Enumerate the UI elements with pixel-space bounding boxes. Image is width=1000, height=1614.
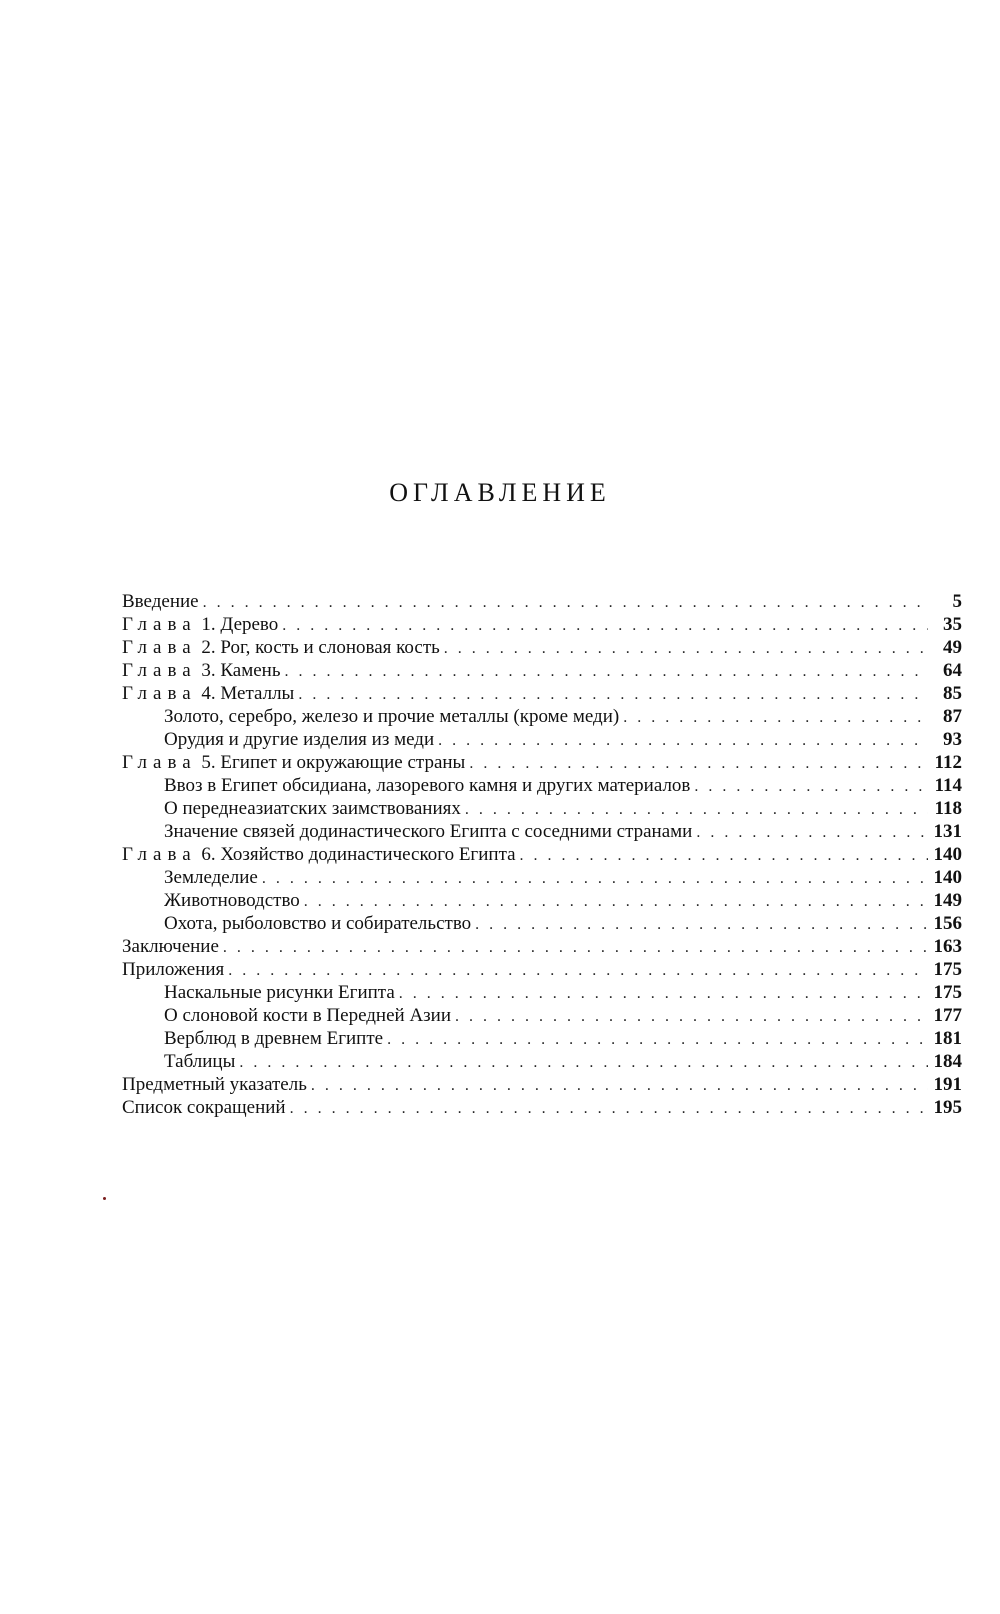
toc-entry	[122, 705, 962, 728]
dot-leader	[311, 1074, 928, 1097]
toc-entry	[122, 1050, 962, 1073]
dot-leader	[282, 614, 928, 637]
toc-page-number: 112	[934, 752, 962, 773]
toc-entry	[122, 889, 962, 912]
toc-entry-text: Приложения	[122, 959, 225, 980]
toc-entry-text: 3. Камень	[201, 660, 281, 681]
toc-entry-label	[122, 866, 258, 889]
toc-chapter-word: Глава	[122, 637, 197, 658]
toc-entry	[122, 682, 962, 705]
toc-entry-text: Значение связей додинастического Египта с соседними странами	[164, 821, 693, 842]
toc-chapter-word: Глава	[122, 660, 197, 681]
toc-page-number: 149	[933, 890, 962, 911]
toc-entry-text: Орудия и другие изделия из меди	[164, 729, 435, 750]
dot-leader	[623, 706, 928, 729]
toc-entry-label	[122, 1004, 451, 1027]
toc-entry	[122, 1073, 962, 1096]
toc-chapter-word: Глава	[122, 614, 197, 635]
toc-page-number: 49	[943, 637, 962, 658]
toc-entry-label	[122, 682, 294, 705]
toc-page-number: 195	[933, 1097, 962, 1118]
toc-entry-text: Таблицы	[164, 1051, 236, 1072]
toc-entry-text: Список сокращений	[122, 1097, 286, 1118]
toc-page-number: 163	[933, 936, 962, 957]
toc-chapter-word: Глава	[122, 683, 197, 704]
dot-leader	[203, 591, 928, 614]
toc-entry	[122, 797, 962, 820]
toc-entry-label	[122, 935, 219, 958]
toc-entry-label	[122, 774, 690, 797]
toc-page-number: 64	[943, 660, 962, 681]
toc-entry-text: Охота, рыболовство и собирательство	[164, 913, 472, 934]
toc-entry	[122, 1004, 962, 1027]
toc-entry-text: Золото, серебро, железо и прочие металлы (кроме меди)	[164, 706, 620, 727]
toc-entry-text: 6. Хозяйство додинастического Египта	[201, 844, 516, 865]
toc-page-number: 93	[943, 729, 962, 750]
toc-entry-label	[122, 636, 440, 659]
dot-leader	[520, 844, 928, 867]
toc-chapter-word: Глава	[122, 844, 197, 865]
page-title: ОГЛАВЛЕНИЕ	[389, 478, 611, 507]
toc-entry-label	[122, 1050, 235, 1073]
dot-leader	[304, 890, 928, 913]
toc-page-number: 35	[943, 614, 962, 635]
toc-entry	[122, 636, 962, 659]
dot-leader	[465, 798, 928, 821]
toc-entry-label	[122, 613, 278, 636]
toc-entry-label	[122, 981, 395, 1004]
print-speck	[103, 1197, 106, 1200]
dot-leader	[228, 959, 928, 982]
dot-leader	[285, 660, 928, 683]
dot-leader	[262, 867, 928, 890]
dot-leader	[290, 1097, 928, 1120]
toc-entry-label	[122, 797, 461, 820]
toc-page-number: 5	[952, 591, 962, 612]
toc-entry-text: Заключение	[122, 936, 219, 957]
dot-leader	[298, 683, 928, 706]
toc-entry-text: Верблюд в древнем Египте	[164, 1028, 384, 1049]
dot-leader	[399, 982, 928, 1005]
dot-leader	[696, 821, 928, 844]
toc-entry	[122, 958, 962, 981]
toc-page-number: 181	[933, 1028, 962, 1049]
toc-entry	[122, 981, 962, 1004]
toc-page-number: 131	[933, 821, 962, 842]
toc-page-number: 118	[934, 798, 962, 819]
dot-leader	[444, 637, 928, 660]
toc-entry-label	[122, 705, 619, 728]
dot-leader	[223, 936, 928, 959]
toc-entry-text: Наскальные рисунки Египта	[164, 982, 395, 1003]
dot-leader	[475, 913, 928, 936]
toc-page-number: 114	[934, 775, 962, 796]
toc-page-number: 175	[933, 982, 962, 1003]
toc-entry	[122, 659, 962, 682]
toc-entry-label	[122, 659, 281, 682]
dot-leader	[239, 1051, 928, 1074]
toc-entry-label	[122, 590, 199, 613]
toc-page-number: 184	[933, 1051, 962, 1072]
dot-leader	[438, 729, 928, 752]
toc-page-number: 191	[933, 1074, 962, 1095]
toc-entry	[122, 1096, 962, 1119]
toc-entry	[122, 935, 962, 958]
toc-entry-text: О слоновой кости в Передней Азии	[164, 1005, 452, 1026]
toc-entry	[122, 843, 962, 866]
toc-entry-text: 2. Рог, кость и слоновая кость	[201, 637, 440, 658]
toc-entry-label	[122, 728, 434, 751]
toc-entry	[122, 590, 962, 613]
toc-entry	[122, 613, 962, 636]
toc-entry-label	[122, 820, 692, 843]
toc-entry-label	[122, 912, 471, 935]
toc-page-number: 140	[933, 844, 962, 865]
table-of-contents	[122, 590, 962, 1119]
toc-entry	[122, 728, 962, 751]
dot-leader	[694, 775, 928, 798]
toc-page-number: 175	[933, 959, 962, 980]
toc-entry	[122, 866, 962, 889]
toc-entry-label	[122, 843, 516, 866]
toc-page-number: 85	[943, 683, 962, 704]
toc-entry-label	[122, 1027, 383, 1050]
toc-entry-text: Ввоз в Египет обсидиана, лазоревого камня и других материалов	[164, 775, 691, 796]
toc-entry-text: 1. Дерево	[201, 614, 279, 635]
toc-page-number: 140	[933, 867, 962, 888]
toc-page-number: 87	[943, 706, 962, 727]
toc-entry	[122, 774, 962, 797]
toc-page-number: 177	[933, 1005, 962, 1026]
toc-page-number: 156	[933, 913, 962, 934]
toc-entry-label	[122, 1096, 286, 1119]
toc-entry-text: 4. Металлы	[201, 683, 295, 704]
toc-entry	[122, 820, 962, 843]
toc-entry-text: Животноводство	[164, 890, 300, 911]
dot-leader	[455, 1005, 928, 1028]
toc-chapter-word: Глава	[122, 752, 197, 773]
toc-entry-text: Введение	[122, 591, 199, 612]
dot-leader	[387, 1028, 928, 1051]
toc-entry	[122, 1027, 962, 1050]
toc-entry-text: Земледелие	[164, 867, 258, 888]
toc-entry-label	[122, 1073, 307, 1096]
toc-entry	[122, 912, 962, 935]
toc-entry	[122, 751, 962, 774]
toc-entry-text: 5. Египет и окружающие страны	[201, 752, 466, 773]
toc-entry-label	[122, 751, 465, 774]
toc-entry-label	[122, 889, 300, 912]
toc-entry-text: Предметный указатель	[122, 1074, 307, 1095]
dot-leader	[469, 752, 928, 775]
toc-entry-label	[122, 958, 224, 981]
toc-entry-text: О переднеазиатских заимствованиях	[164, 798, 461, 819]
